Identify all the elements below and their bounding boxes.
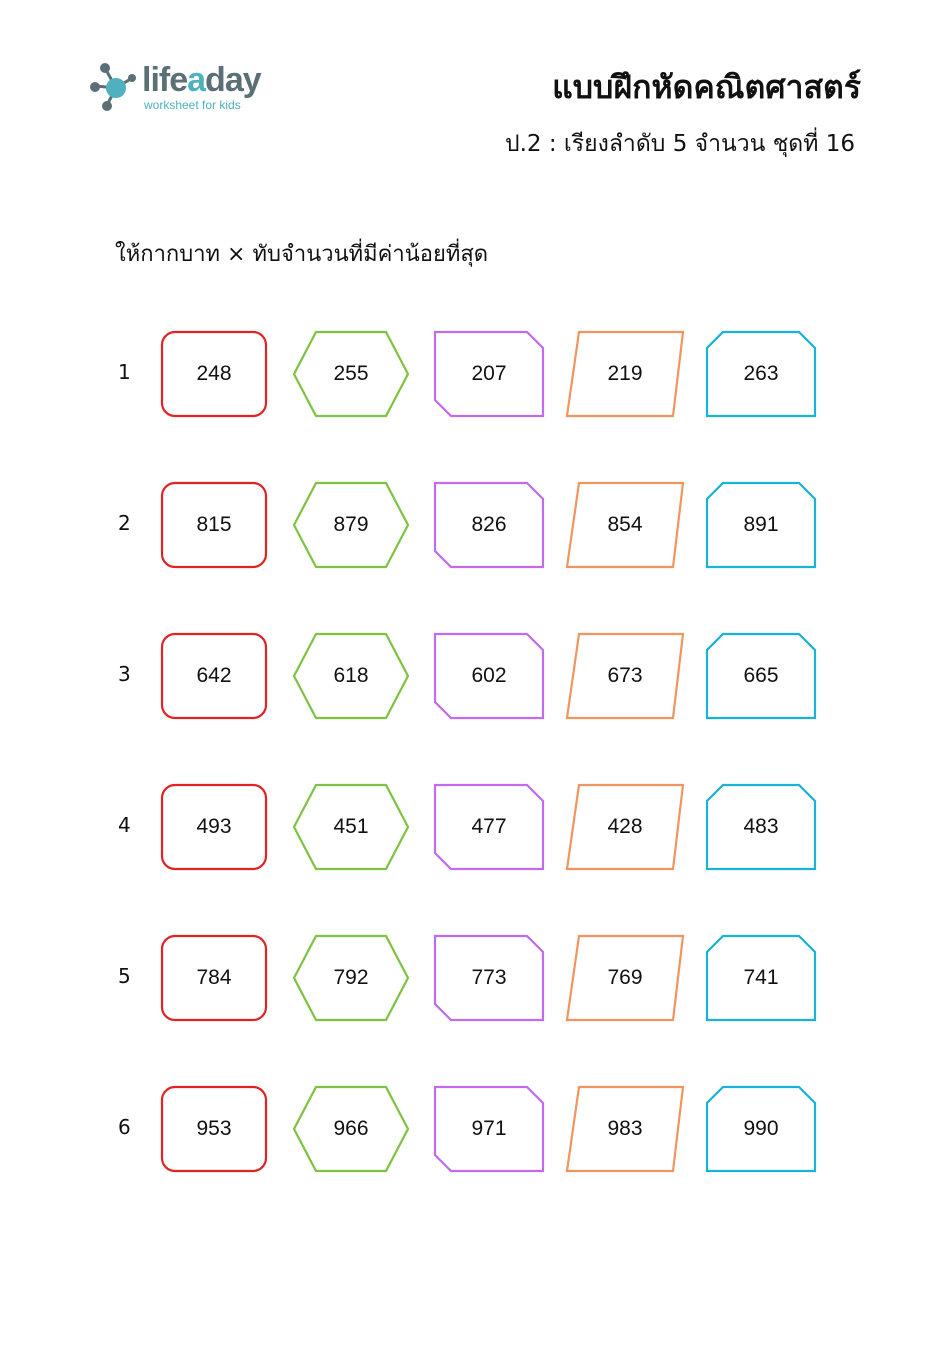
instruction-text: ให้กากบาท × ทับจำนวนที่มีค่าน้อยที่สุด — [115, 242, 489, 267]
logo-tagline: worksheet for kids — [144, 98, 241, 112]
cut-corner-box[interactable] — [433, 481, 545, 569]
hexagon-box[interactable] — [292, 632, 410, 720]
number-value: 769 — [607, 966, 643, 989]
number-value: 673 — [607, 664, 643, 687]
number-value: 477 — [471, 815, 507, 838]
exercise-row — [0, 783, 951, 873]
number-value: 966 — [333, 1117, 369, 1140]
bevel-top-box[interactable] — [705, 934, 817, 1022]
hexagon-box[interactable] — [292, 330, 410, 418]
cut-corner-box[interactable] — [433, 934, 545, 1022]
bevel-top-box[interactable] — [705, 481, 817, 569]
number-value: 990 — [743, 1117, 779, 1140]
exercise-row — [0, 632, 951, 722]
rounded-rect-box[interactable] — [160, 783, 268, 871]
row-number: 2 — [118, 511, 131, 535]
logo-wordmark: lifeaday — [142, 61, 261, 99]
worksheet-title: แบบฝึกหัดคณิตศาสตร์ — [552, 68, 861, 106]
bevel-top-box[interactable] — [705, 632, 817, 720]
number-value: 971 — [471, 1117, 507, 1140]
rounded-rect-box[interactable] — [160, 934, 268, 1022]
number-value: 983 — [607, 1117, 643, 1140]
hexagon-box[interactable] — [292, 481, 410, 569]
rounded-rect-box[interactable] — [160, 632, 268, 720]
lifeaday-logo — [88, 60, 278, 116]
number-value: 602 — [471, 664, 507, 687]
exercise-row — [0, 481, 951, 571]
number-value: 879 — [333, 513, 369, 536]
number-value: 451 — [333, 815, 369, 838]
number-value: 219 — [607, 362, 643, 385]
parallelogram-box[interactable] — [565, 330, 685, 418]
worksheet-subtitle: ป.2 : เรียงลำดับ 5 จำนวน ชุดที่ 16 — [505, 131, 855, 157]
parallelogram-box[interactable] — [565, 783, 685, 871]
rounded-rect-box[interactable] — [160, 481, 268, 569]
row-number: 6 — [118, 1115, 131, 1139]
parallelogram-box[interactable] — [565, 632, 685, 720]
parallelogram-box[interactable] — [565, 1085, 685, 1173]
number-value: 773 — [471, 966, 507, 989]
number-value: 891 — [743, 513, 779, 536]
number-value: 428 — [607, 815, 643, 838]
number-value: 263 — [743, 362, 779, 385]
bevel-top-box[interactable] — [705, 1085, 817, 1173]
number-value: 784 — [196, 966, 232, 989]
number-value: 792 — [333, 966, 369, 989]
bevel-top-box[interactable] — [705, 330, 817, 418]
exercise-row — [0, 934, 951, 1024]
cut-corner-box[interactable] — [433, 1085, 545, 1173]
number-value: 618 — [333, 664, 369, 687]
row-number: 5 — [118, 964, 131, 988]
number-value: 493 — [196, 815, 232, 838]
number-value: 665 — [743, 664, 779, 687]
rounded-rect-box[interactable] — [160, 1085, 268, 1173]
parallelogram-box[interactable] — [565, 481, 685, 569]
row-number: 3 — [118, 662, 131, 686]
exercise-row — [0, 1085, 951, 1175]
logo-molecule-icon — [88, 60, 138, 116]
bevel-top-box[interactable] — [705, 783, 817, 871]
row-number: 1 — [118, 360, 131, 384]
cut-corner-box[interactable] — [433, 783, 545, 871]
rounded-rect-box[interactable] — [160, 330, 268, 418]
hexagon-box[interactable] — [292, 934, 410, 1022]
number-value: 207 — [471, 362, 507, 385]
number-value: 815 — [196, 513, 232, 536]
number-value: 854 — [607, 513, 643, 536]
number-value: 642 — [196, 664, 232, 687]
row-number: 4 — [118, 813, 131, 837]
hexagon-box[interactable] — [292, 783, 410, 871]
number-value: 953 — [196, 1117, 232, 1140]
number-value: 483 — [743, 815, 779, 838]
number-value: 741 — [743, 966, 779, 989]
cut-corner-box[interactable] — [433, 632, 545, 720]
number-value: 248 — [196, 362, 232, 385]
exercise-row — [0, 330, 951, 420]
parallelogram-box[interactable] — [565, 934, 685, 1022]
hexagon-box[interactable] — [292, 1085, 410, 1173]
cut-corner-box[interactable] — [433, 330, 545, 418]
number-value: 255 — [333, 362, 369, 385]
number-value: 826 — [471, 513, 507, 536]
